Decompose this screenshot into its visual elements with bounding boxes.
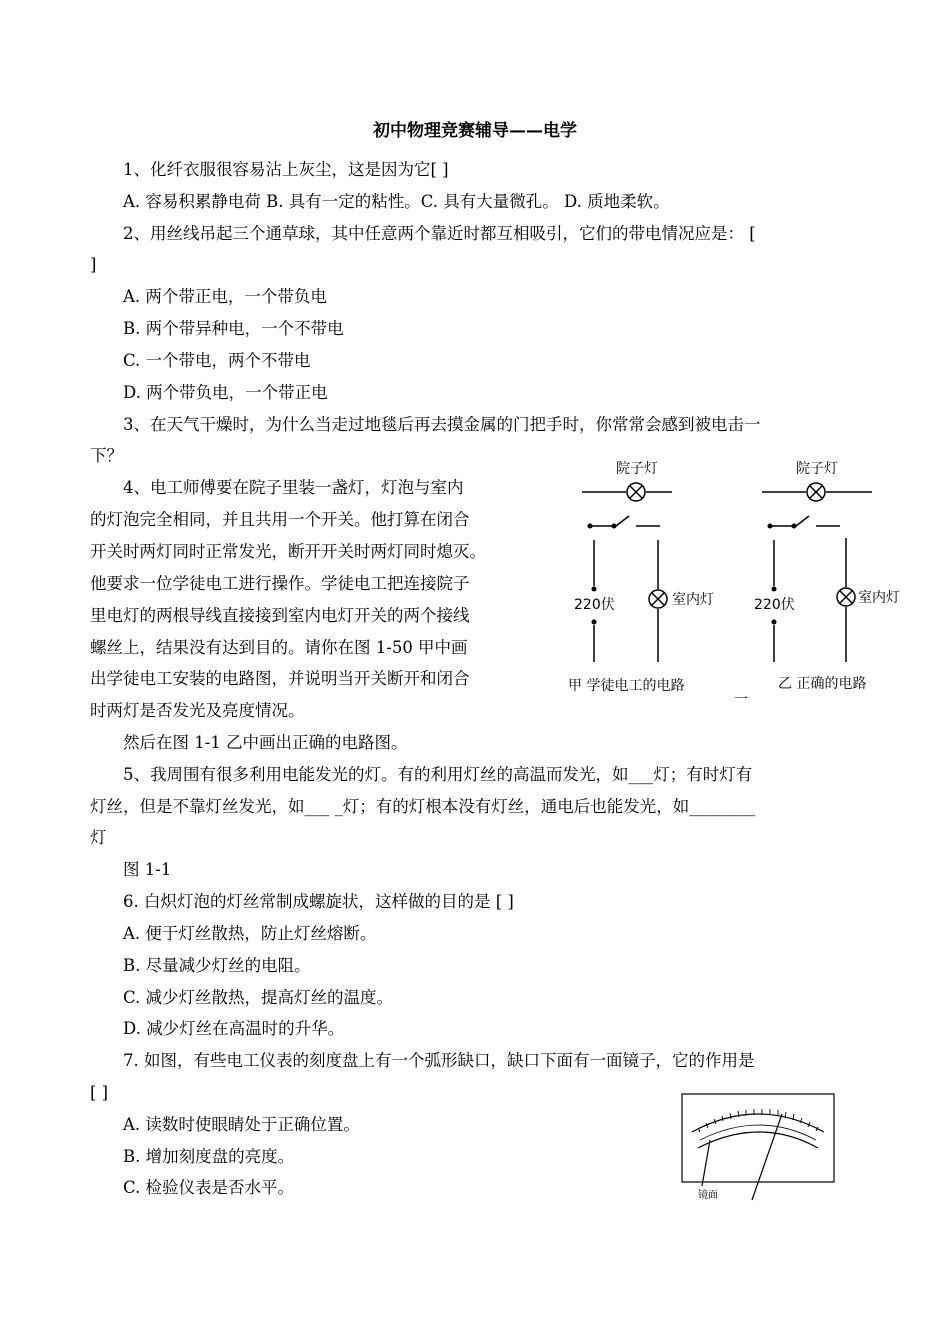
yard-lamp-label-left: 院子灯 (616, 461, 658, 477)
question-4-line-1: 4、电工师傅要在院子里装一盏灯，灯泡与室内 (123, 478, 464, 497)
question-6-option-c: C. 减少灯丝散热，提高灯丝的温度。 (123, 988, 394, 1007)
question-3-stem-cont: 下？ (90, 446, 123, 465)
question-2-stem: 2、用丝线吊起三个通草球，其中任意两个靠近时都互相吸引，它们的带电情况应是： [ (123, 224, 756, 243)
caption-left: 甲 学徒电工的电路 (568, 678, 685, 694)
apprentice-circuit (568, 461, 714, 694)
question-1-options: A. 容易积累静电荷 B. 具有一定的粘性。C. 具有大量微孔。 D. 质地柔软。 (123, 192, 670, 211)
question-2-option-a: A. 两个带正电，一个带负电 (123, 287, 327, 306)
indoor-lamp-label-right: 室内灯 (858, 590, 900, 606)
mirror-pointer-line (702, 1140, 710, 1186)
indoor-lamp-right-icon (837, 588, 855, 606)
question-4-line-4: 他要求一位学徒电工进行操作。学徒电工把连接院子 (90, 574, 470, 593)
switch-left-icon (588, 516, 660, 528)
page-title: 初中物理竞赛辅导——电学 (373, 121, 577, 141)
scale-arc-inner (698, 1132, 818, 1148)
question-2-option-d: D. 两个带负电，一个带正电 (123, 383, 328, 402)
indoor-lamp-label-left: 室内灯 (672, 592, 714, 608)
question-5-line-1: 5、我周围有很多利用电能发光的灯。有的利用灯丝的高温而发光，如___灯；有时灯有 (123, 765, 753, 784)
figure-caption: 图 1-1 (123, 860, 172, 879)
question-7-option-c: C. 检验仪表是否水平。 (123, 1178, 295, 1197)
correct-circuit (754, 461, 900, 692)
indoor-lamp-left-icon (649, 590, 667, 608)
question-6-option-a: A. 便于灯丝散热，防止灯丝熔断。 (123, 924, 377, 943)
question-4-line-8: 时两灯是否发光及亮度情况。 (90, 701, 305, 720)
meter-needle (752, 1114, 782, 1200)
question-7-bracket: [ ] (90, 1083, 109, 1102)
question-7-option-b: B. 增加刻度盘的亮度。 (123, 1147, 295, 1166)
question-1-stem: 1、化纤衣服很容易沾上灰尘，这是因为它[ ] (123, 160, 449, 179)
switch-right-icon (768, 516, 840, 528)
circuit-mark: 一 (734, 692, 748, 708)
caption-right: 乙 正确的电路 (778, 676, 867, 692)
question-2-option-c: C. 一个带电，两个不带电 (123, 351, 311, 370)
question-6-option-d: D. 减少灯丝在高温时的升华。 (123, 1019, 345, 1038)
yard-lamp-label-right: 院子灯 (796, 461, 838, 477)
yard-lamp-left-icon (627, 483, 645, 501)
scale-ticks (698, 1109, 818, 1132)
scale-arc-outer (692, 1114, 824, 1132)
question-2-bracket: ] (90, 255, 97, 274)
question-4-line-6: 螺丝上，结果没有达到目的。请你在图 1-50 甲中画 (90, 638, 468, 657)
question-4-line-9: 然后在图 1-1 乙中画出正确的电路图。 (123, 733, 408, 752)
meter-dial-figure (672, 1090, 852, 1210)
yard-lamp-right-icon (807, 483, 825, 501)
question-7-option-a: A. 读数时使眼睛处于正确位置。 (123, 1115, 360, 1134)
question-3-stem: 3、在天气干燥时，为什么当走过地毯后再去摸金属的门把手时，你常常会感到被电击一 (123, 415, 761, 434)
question-5-line-3: 灯 (90, 828, 107, 847)
supply-label-left: 220伏 (574, 597, 615, 613)
question-4-line-5: 里电灯的两根导线直接接到室内电灯开关的两个接线 (90, 606, 470, 625)
question-4-line-3: 开关时两灯同时正常发光，断开开关时两灯同时熄灭。 (90, 542, 486, 561)
question-7-stem: 7. 如图，有些电工仪表的刻度盘上有一个弧形缺口，缺口下面有一面镜子，它的作用是 (123, 1051, 755, 1070)
question-5-line-2: 灯丝，但是不靠灯丝发光，如___ _灯；有的灯根本没有灯丝，通电后也能发光，如________ (90, 797, 756, 816)
supply-label-right: 220伏 (754, 597, 795, 613)
question-6-stem: 6. 白炽灯泡的灯丝常制成螺旋状，这样做的目的是 [ ] (123, 892, 514, 911)
mirror-label: 镜面 (698, 1190, 718, 1201)
question-6-option-b: B. 尽量减少灯丝的电阻。 (123, 956, 311, 975)
question-2-option-b: B. 两个带异种电，一个不带电 (123, 319, 344, 338)
question-4-line-7: 出学徒电工安装的电路图，并说明当开关断开和闭合 (90, 669, 470, 688)
circuit-diagrams (560, 452, 920, 712)
question-4-line-2: 的灯泡完全相同，并且共用一个开关。他打算在闭合 (90, 510, 470, 529)
